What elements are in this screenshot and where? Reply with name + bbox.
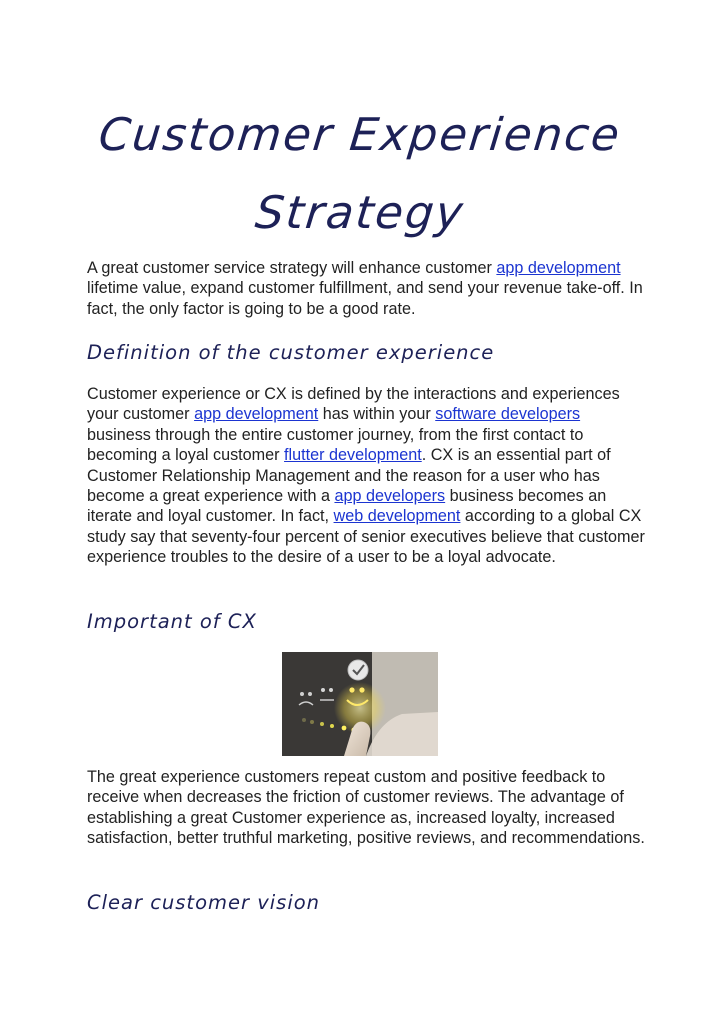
feedback-rating-illustration bbox=[282, 652, 438, 756]
intro-text-1: A great bbox=[87, 259, 143, 277]
definition-text-6: according to a global CX study say that seventy-four percent of senior executives believe that customer experience troubles to the desire of a user to be a loyal advocate. bbox=[87, 507, 645, 567]
definition-text-5: business becomes an iterate and loyal customer. In fact, bbox=[87, 487, 607, 526]
importance-heading: Important of CX bbox=[87, 610, 257, 633]
web-development-link[interactable]: web development bbox=[333, 507, 461, 526]
definition-text-2: has within your bbox=[318, 405, 436, 424]
intro-text-4: lifetime value, expand customer fulfillment, and send your revenue take-off. In fact, the only factor is going to be a good rate. bbox=[87, 279, 643, 318]
definition-text-3: business through the entire customer journey, from the first contact to becoming a loyal customer bbox=[87, 425, 584, 465]
checkmark-icon bbox=[348, 660, 368, 680]
page-title-line2: Strategy bbox=[252, 186, 468, 239]
definition-heading: Definition of the customer experience bbox=[87, 341, 495, 364]
intro-text-2: customer service bbox=[142, 259, 266, 277]
definition-text-1: Customer experience or CX is defined by the interactions and experiences your customer bbox=[87, 385, 620, 424]
importance-paragraph: The great experience customers repeat custom and positive feedback to receive when decreases the friction of customer reviews. The advantage of establishing a great Customer experience as, increased loyalty, increased satisfaction, better truthful marketing, positive reviews, and recommendations. bbox=[87, 768, 645, 848]
definition-text-4: . CX is an essential part of Customer Relationship Management and the reason for a user who has become a great experience with a bbox=[87, 446, 611, 506]
vision-heading: Clear customer vision bbox=[87, 891, 321, 914]
software-developers-link[interactable]: software developers bbox=[435, 405, 581, 424]
app-developers-link[interactable]: app developers bbox=[334, 487, 446, 506]
app-development-link-2[interactable]: app development bbox=[194, 405, 319, 424]
definition-paragraph bbox=[87, 384, 647, 568]
customer-feedback-photo bbox=[282, 652, 438, 756]
flutter-development-link[interactable]: flutter development bbox=[284, 446, 422, 465]
app-development-link[interactable]: app development bbox=[496, 259, 621, 277]
intro-paragraph bbox=[87, 258, 647, 319]
intro-text-3: strategy will enhance customer bbox=[265, 259, 497, 277]
page-title-line1: Customer Experience bbox=[96, 108, 624, 161]
